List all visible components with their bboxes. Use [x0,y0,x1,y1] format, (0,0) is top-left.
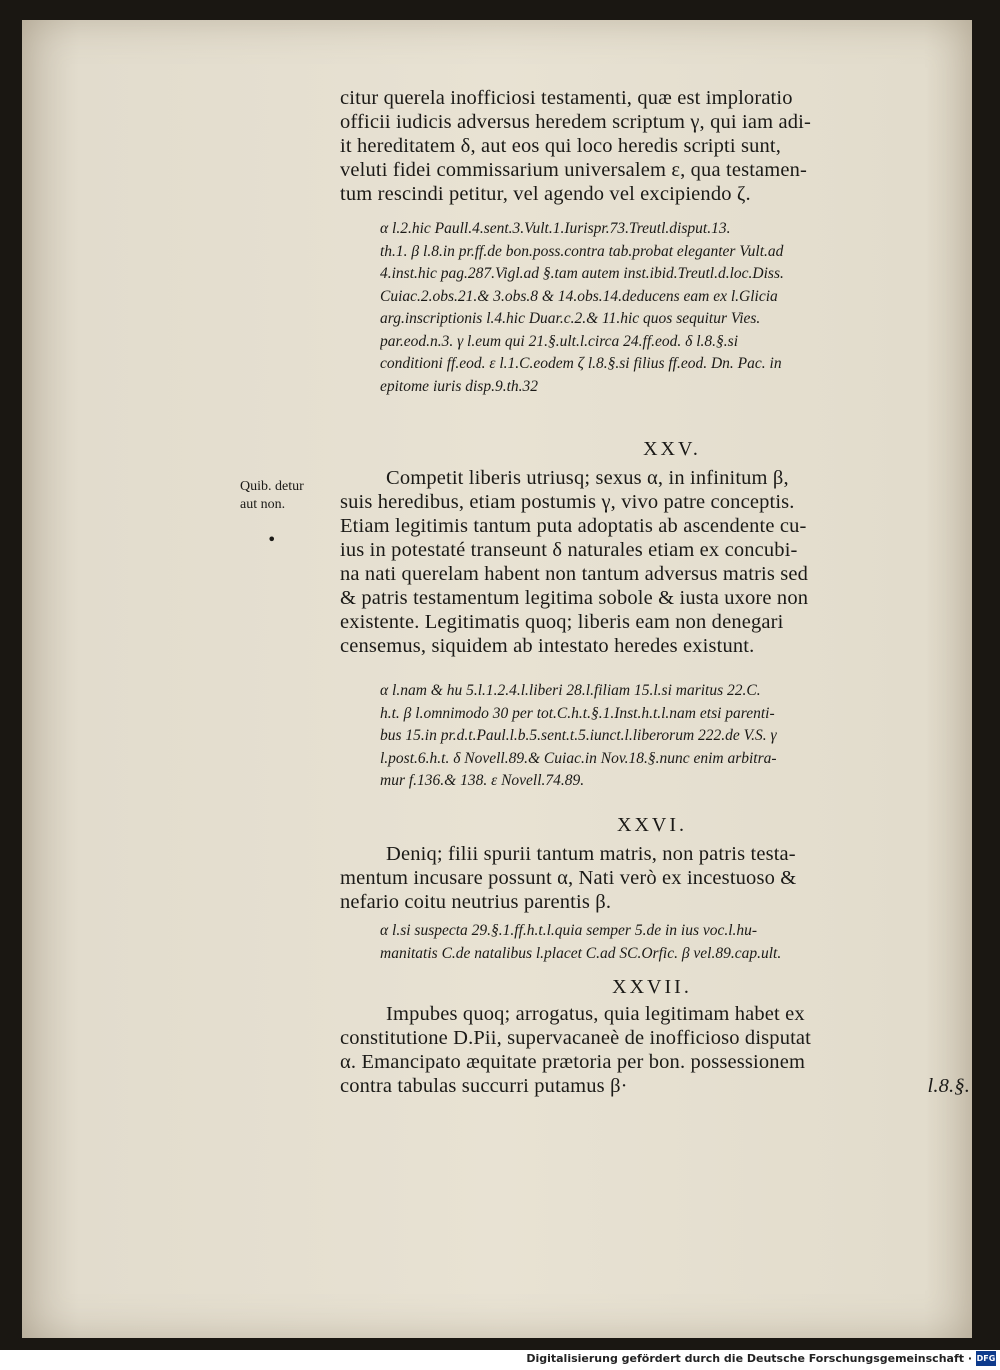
margin-dot: • [267,530,277,549]
footnote-line: conditioni ff.eod. ε l.1.C.eodem ζ l.8.§.si filius ff.eod. Dn. Pac. in [380,355,782,372]
footnote-line: manitatis C.de natalibus l.placet C.ad SC.Orfic. β vel.89.cap.ult. [380,944,782,962]
footnote-line: mur f.136.& 138. ε Novell.74.89. [380,772,585,789]
footnote-line: par.eod.n.3. γ l.eum qui 21.§.ult.l.circa 24.ff.eod. δ l.8.§.si [380,332,739,350]
margin-note-25 [240,478,304,514]
text-line: Impubes quoq; arrogatus, quia legitimam habet ex [386,1003,805,1025]
catchword: l.8.§. [927,1075,970,1097]
footnote-line: α l.2.hic Paull.4.sent.3.Vult.1.Iurispr.73.Treutl.disput.13. [380,220,731,237]
footer-credit: Digitalisierung gefördert durch die Deutsche Forschungsgemeinschaft · [526,1352,972,1365]
text-line: censemus, siquidem ab intestato heredes existunt. [340,635,755,657]
block1-text [340,86,980,206]
document-page [22,20,972,1338]
section-26-text [340,842,980,914]
footnote-line: arg.inscriptionis l.4.hic Duar.c.2.& 11.hic quos sequitur Vies. [380,310,761,327]
footnote-line: bus 15.in pr.d.t.Paul.l.b.5.sent.t.5.iunct.l.liberorum 222.de V.S. γ [380,727,777,744]
footnote-line: epitome iuris disp.9.th.32 [380,377,539,395]
footnote-line: Cuiac.2.obs.21.& 3.obs.8 & 14.obs.14.deducens eam ex l.Glicia [380,287,778,305]
text-line: α. Emancipato æquitate prætoria per bon. possessionem [340,1051,806,1073]
text-line: suis heredibus, etiam postumis γ, vivo patre conceptis. [340,491,795,513]
section-heading-25: XXV. [643,438,701,460]
text-line: nefario coitu neutrius parentis β. [340,891,612,913]
section-25-footnotes [340,680,1000,793]
text-line: it hereditatem δ, aut eos qui loco heredis scripti sunt, [340,135,782,157]
text-line: veluti fidei commissarium universalem ε, qua testamen- [340,159,808,181]
text-line: Competit liberis utriusq; sexus α, in infinitum β, [386,467,789,489]
text-line-last [340,1074,980,1098]
text-line: mentum incusare possunt α, Nati verò ex incestuoso & [340,867,797,889]
footnote-line: 4.inst.hic pag.287.Vigl.ad §.tam autem inst.ibid.Treutl.d.loc.Diss. [380,265,784,282]
margin-note-line: aut non. [240,497,286,512]
text-line: officii iudicis adversus heredem scriptum γ, qui iam adi- [340,111,811,133]
text-line: constitutione D.Pii, supervacaneè de inofficioso disputat [340,1027,812,1049]
footnote-line: th.1. β l.8.in pr.ff.de bon.poss.contra tab.probat eleganter Vult.ad [380,242,784,260]
section-heading-26: XXVI. [617,814,687,836]
block1-footnotes [340,218,1000,398]
section-26-footnotes [340,920,1000,965]
section-27-text [340,1002,980,1098]
footnote-line: h.t. β l.omnimodo 30 per tot.C.h.t.§.1.Inst.h.t.l.nam etsi parenti- [380,704,775,722]
text-line: Deniq; filii spurii tantum matris, non patris testa- [386,843,796,865]
text-line: tum rescindi petitur, vel agendo vel excipiendo ζ. [340,183,751,205]
text-line: ius in potestaté transeunt δ naturales etiam ex concubi- [340,539,798,561]
text-line: Etiam legitimis tantum puta adoptatis ab ascendente cu- [340,515,807,537]
text-line: na nati querelam habent non tantum adversus matris sed [340,563,809,585]
footnote-line: α l.si suspecta 29.§.1.ff.h.t.l.quia semper 5.de in ius voc.l.hu- [380,922,758,939]
text-line: contra tabulas succurri putamus β· [340,1075,628,1097]
footnote-line: l.post.6.h.t. δ Novell.89.& Cuiac.in Nov.18.§.nunc enim arbitra- [380,749,777,767]
text-line: & patris testamentum legitima sobole & iusta uxore non [340,587,809,609]
text-line: existente. Legitimatis quoq; liberis eam non denegari [340,611,784,633]
section-heading-27: XXVII. [612,976,692,998]
margin-note-line: Quib. detur [240,479,304,494]
section-25-text [340,466,980,658]
footnote-line: α l.nam & hu 5.l.1.2.4.l.liberi 28.l.filiam 15.l.si maritus 22.C. [380,682,761,699]
dfg-logo: DFG [976,1351,996,1366]
text-line: citur querela inofficiosi testamenti, quæ est imploratio [340,87,793,109]
